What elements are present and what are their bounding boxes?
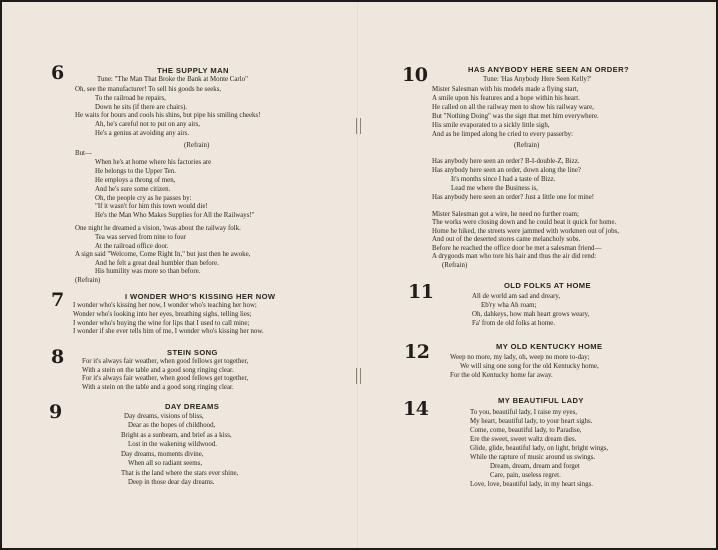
song-line: That is the land where the stars ever shine,: [121, 470, 239, 477]
song-line: Has anybody here seen an order, down along the line?: [432, 167, 581, 174]
song-line: For it's always fair weather, when good fellows get together,: [82, 375, 249, 382]
song-number: 12: [404, 341, 430, 363]
song-title: MY OLD KENTUCKY HOME: [496, 342, 603, 351]
song-line: One night he dreamed a vision, 'twas about the railway folk.: [75, 225, 241, 232]
right-page: [358, 2, 716, 548]
song-line: Mister Salesman got a wire, he need no further roam;: [432, 211, 579, 218]
song-line: To the railroad he repairs,: [95, 95, 166, 102]
song-title: THE SUPPLY MAN: [157, 66, 229, 75]
song-line: Dream, dream, dream and forget: [490, 463, 580, 470]
song-line: His smile evaporated to a sickly little sigh,: [432, 122, 550, 129]
song-line: Oh, dahkeys, how mah heart grows weary,: [472, 311, 590, 318]
song-line: Lead me where the Business is,: [451, 185, 538, 192]
song-line: Lost in the wakening wildwood.: [128, 441, 217, 448]
song-line: But "Nothing Doing" was the sign that met him everywhere.: [432, 113, 599, 120]
song-line: He called on all the railway men to show his railway ware,: [432, 104, 594, 111]
song-line: Home he hiked, the streets were jammed with workmen out of jobs,: [432, 228, 619, 235]
song-line: Glide, glide, beautiful lady, on light, bright wings,: [470, 445, 609, 452]
song-line: And he felt a great deal humbler than before.: [95, 260, 219, 267]
song-line: I wonder if she ever tells him of me, I wonder who's kissing her now.: [73, 328, 264, 335]
song-line: Tune: "The Man That Broke the Bank at Monte Carlo": [97, 76, 248, 83]
song-line: Oh, see the manufacturer! To sell his goods he seeks,: [75, 86, 222, 93]
song-line: All de world am sad and dreary,: [472, 293, 561, 300]
song-line: A smile upon his features and a hope within his heart.: [432, 95, 580, 102]
song-line: At the railroad office door.: [95, 243, 169, 250]
song-line: Dear as the hopes of childhood,: [128, 422, 216, 429]
song-line: The works were closing down and he could beat it quick for home.: [432, 219, 617, 226]
song-number: 7: [51, 289, 64, 311]
song-line: (Refrain): [184, 142, 210, 149]
song-line: Oh, the people cry as he passes by:: [95, 195, 192, 202]
song-line: It's months since I had a taste of Bizz.: [451, 176, 556, 183]
song-line: (Refrain): [514, 142, 540, 149]
song-line: And as he limped along he cried to every passerby:: [432, 131, 574, 138]
song-number: 14: [403, 398, 429, 420]
song-line: His humility was more so than before.: [95, 268, 201, 275]
song-line: Love, love, beautiful lady, in my heart sings.: [470, 481, 593, 488]
song-line: Wonder who's looking into her eyes, breathing sighs, telling lies;: [73, 311, 252, 318]
song-line: Tea was served from nine to four: [95, 234, 186, 241]
song-line: He belongs to the Upper Ten.: [95, 168, 176, 175]
song-line: (Refrain): [75, 277, 101, 284]
song-line: When all so radiant seems,: [128, 460, 203, 467]
song-line: Eb'ry wha Ah roam;: [481, 302, 537, 309]
song-line: He's the Man Who Makes Supplies for All the Railways!": [95, 212, 255, 219]
song-line: He's a genius at avoiding any airs.: [95, 130, 190, 137]
song-line: Deep in those dear day dreams.: [128, 479, 215, 486]
song-line: Bright as a sunbeam, and brief as a kiss,: [121, 432, 232, 439]
left-page: [2, 2, 358, 548]
song-line: Tune: 'Has Anybody Here Seen Kelly?': [483, 76, 592, 83]
song-number: 10: [402, 64, 428, 86]
song-line: And he's sure some citizen.: [95, 186, 171, 193]
song-number: 9: [49, 401, 62, 423]
booklet-spread: [2, 2, 716, 548]
song-line: When he's at home where his factories are: [95, 159, 212, 166]
song-line: I wonder who's kissing her now, I wonder who's teaching her how;: [73, 302, 257, 309]
song-line: Has anybody here seen an order? Just a little one for mine!: [432, 194, 595, 201]
song-title: I WONDER WHO'S KISSING HER NOW: [125, 292, 276, 301]
song-line: He employs a throng of men,: [95, 177, 176, 184]
song-number: 8: [51, 346, 64, 368]
song-line: Weep no more, my lady, oh, weep no more to-day;: [450, 354, 590, 361]
song-line: With a stein on the table and a good song ringing clear.: [82, 367, 234, 374]
song-title: OLD FOLKS AT HOME: [504, 281, 591, 290]
song-line: I wonder who's buying the wine for lips that I used to call mine;: [73, 320, 250, 327]
song-line: Has anybody here seen an order? B-I-double-Z, Bizz.: [432, 158, 580, 165]
song-line: To you, beautiful lady, I raise my eyes,: [470, 409, 577, 416]
song-line: Mister Salesman with his models made a flying start,: [432, 86, 579, 93]
song-line: But—: [75, 150, 92, 157]
song-line: A drygoods man who tore his hair and thus the air did rend:: [432, 253, 597, 260]
song-number: 6: [51, 62, 64, 84]
song-line: Ere the sweet, sweet waltz dream dies.: [470, 436, 577, 443]
song-line: Day dreams, moments divine,: [121, 451, 204, 458]
song-line: Day dreams, visions of bliss,: [124, 413, 204, 420]
song-line: Care, pain, useless regret.: [490, 472, 561, 479]
song-line: We will sing one song for the old Kentucky home,: [460, 363, 599, 370]
song-number: 11: [408, 281, 434, 303]
song-title: MY BEAUTIFUL LADY: [498, 396, 584, 405]
song-line: My heart, beautiful lady, to your heart sighs.: [470, 418, 593, 425]
song-line: He waits for hours and cools his shins, but pipe his smiling cheeks!: [75, 112, 261, 119]
song-line: Down he sits (if there are chairs).: [95, 104, 188, 111]
song-title: STEIN SONG: [167, 348, 218, 357]
song-line: For it's always fair weather, when good fellows get together,: [82, 358, 249, 365]
song-line: While the rapture of music around us swings.: [470, 454, 596, 461]
song-line: Ah, he's careful not to put on any airs,: [95, 121, 200, 128]
song-line: With a stein on the table and a good song ringing clear.: [82, 384, 234, 391]
song-line: A sign said "Welcome, Come Right In," but just then he awoke,: [75, 251, 251, 258]
song-line: Come, come, beautiful lady, to Paradise,: [470, 427, 582, 434]
song-title: HAS ANYBODY HERE SEEN AN ORDER?: [468, 65, 630, 74]
song-line: "If it wasn't for him this town would die!: [95, 203, 208, 210]
song-title: DAY DREAMS: [165, 402, 220, 411]
song-line: For the old Kentucky home far away.: [450, 372, 553, 379]
song-line: Before he reached the office door he met a salesman friend—: [432, 245, 602, 252]
song-line: And out of the deserted stores came melancholy sobs.: [432, 236, 581, 243]
song-line: (Refrain): [442, 262, 468, 269]
song-line: Fa' from de old folks at home.: [472, 320, 555, 327]
